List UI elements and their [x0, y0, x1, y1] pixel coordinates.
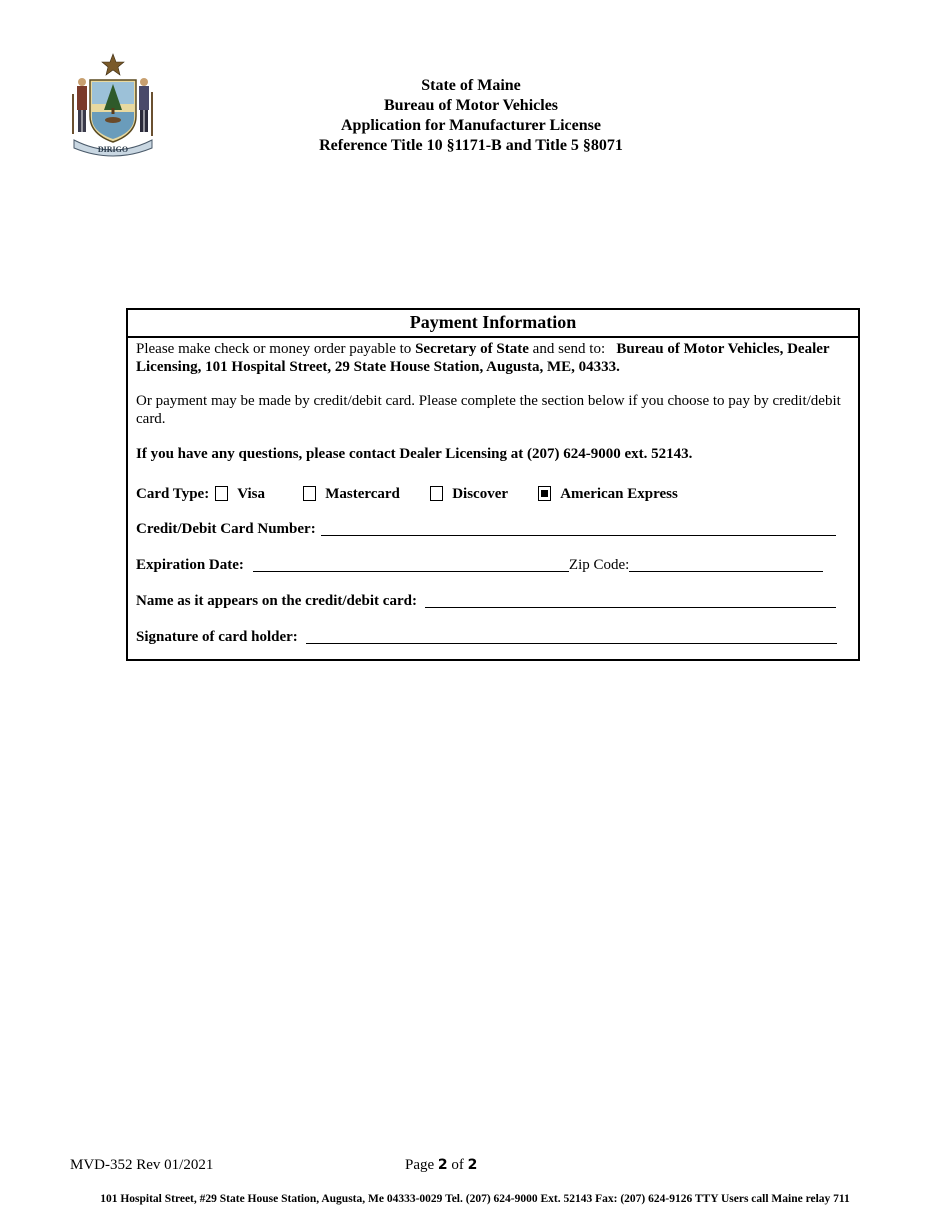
- expiration-date-label: Expiration Date:: [136, 557, 244, 573]
- card-option-mastercard[interactable]: Mastercard: [303, 485, 430, 503]
- card-option-discover[interactable]: Discover: [430, 485, 538, 503]
- footer-address: 101 Hospital Street, #29 State House Station, Augusta, Me 04333-0029 Tel. (207) 624-9000 Ext. 52143 Fax: (207) 624-9126 TTY Users call Maine relay 711: [100, 1193, 850, 1205]
- card-payment-note: Or payment may be made by credit/debit card. Please complete the section below if you choose to pay by credit/debit card.: [136, 393, 841, 427]
- card-option-american-express[interactable]: American Express: [538, 485, 678, 503]
- cardholder-name-row: [136, 592, 850, 610]
- header-title: Application for Manufacturer License: [341, 117, 601, 134]
- svg-text:DIRIGO: DIRIGO: [97, 145, 129, 154]
- state-seal-icon: [66, 52, 160, 160]
- signature-row: [136, 628, 850, 646]
- card-number-row: [136, 520, 850, 538]
- page-number: Page 2 of 2: [405, 1157, 478, 1173]
- signature-field[interactable]: [306, 643, 837, 644]
- card-number-field[interactable]: [321, 535, 836, 536]
- payment-instructions: Please make check or money order payable to Secretary of State and send to: Bureau of Motor Vehicles, Dealer Licensing, 101 Hospital Street, 29 State House Station, Augusta, ME, 04333.: [136, 341, 830, 375]
- expiration-zip-row: [136, 556, 850, 574]
- zip-code-label: Zip Code:: [568, 557, 630, 573]
- zip-code-field[interactable]: [629, 571, 823, 572]
- payment-information-section: [126, 308, 860, 661]
- visa-checkbox[interactable]: [215, 486, 228, 501]
- discover-checkbox[interactable]: [430, 486, 443, 501]
- expiration-date-field[interactable]: [253, 571, 569, 572]
- card-option-visa[interactable]: Visa: [215, 485, 303, 503]
- signature-label: Signature of card holder:: [136, 629, 298, 645]
- card-type-label: Card Type:: [136, 486, 210, 502]
- american-express-checkbox[interactable]: [538, 486, 551, 501]
- header-bureau: Bureau of Motor Vehicles: [383, 97, 559, 114]
- header-state: State of Maine: [421, 77, 521, 94]
- document-header: [250, 76, 692, 156]
- card-type-row: [136, 481, 850, 503]
- questions-contact: If you have any questions, please contact Dealer Licensing at (207) 624-9000 ext. 52143.: [136, 446, 693, 462]
- cardholder-name-field[interactable]: [425, 607, 836, 608]
- header-reference: Reference Title 10 §1171-B and Title 5 §8071: [319, 137, 623, 154]
- payment-title: Payment Information: [128, 310, 858, 338]
- form-identifier: MVD-352 Rev 01/2021: [70, 1157, 214, 1173]
- mastercard-checkbox[interactable]: [303, 486, 316, 501]
- card-number-label: Credit/Debit Card Number:: [136, 521, 316, 537]
- cardholder-name-label: Name as it appears on the credit/debit card:: [136, 593, 417, 609]
